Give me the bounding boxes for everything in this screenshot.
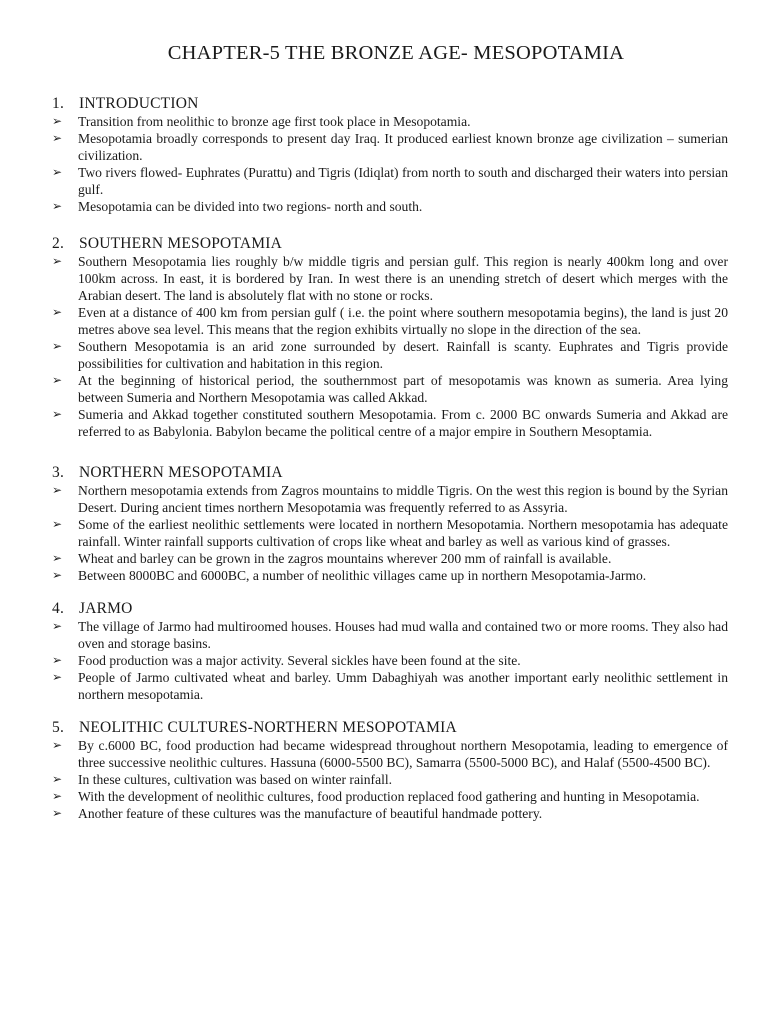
arrow-bullet-icon: ➢ [52,517,63,531]
bullet-text: People of Jarmo cultivated wheat and barley. Umm Dabaghiyah was another important early neolithic settlement in northern mesopotamia. [78,670,728,702]
arrow-bullet-icon: ➢ [52,407,63,421]
arrow-bullet-icon: ➢ [52,165,63,179]
arrow-bullet-icon: ➢ [52,254,63,268]
section-southern-mesopotamia [52,235,728,440]
bullet-text: Food production was a major activity. Several sickles have been found at the site. [78,653,521,668]
bullet-text: Sumeria and Akkad together constituted southern Mesopotamia. From c. 2000 BC onwards Sumeria and Akkad are referred to as Babylonia. Babylon became the political centre of a major empire in Southern Mesoptamia. [78,407,728,439]
section-heading [52,95,728,113]
section-title: SOUTHERN MESOPOTAMIA [79,235,282,252]
bullet-text: Southern Mesopotamia is an arid zone surrounded by desert. Rainfall is scanty. Euphrates and Tigris provide possibilities for cultivation and habitation in this region. [78,339,728,371]
arrow-bullet-icon: ➢ [52,653,63,667]
list-item [52,406,728,440]
bullet-text: The village of Jarmo had multiroomed houses. Houses had mud walla and contained two or more rooms. They also had oven and storage basins. [78,619,728,651]
section-title: NEOLITHIC CULTURES-NORTHERN MESOPOTAMIA [79,719,457,736]
section-heading [52,464,728,482]
section-neolithic-cultures [52,719,728,822]
arrow-bullet-icon: ➢ [52,339,63,353]
arrow-bullet-icon: ➢ [52,738,63,752]
section-title: NORTHERN MESOPOTAMIA [79,464,283,481]
arrow-bullet-icon: ➢ [52,131,63,145]
bullet-text: Wheat and barley can be grown in the zagros mountains wherever 200 mm of rainfall is available. [78,551,612,566]
arrow-bullet-icon: ➢ [52,619,63,633]
list-item [52,567,728,584]
arrow-bullet-icon: ➢ [52,483,63,497]
section-heading [52,600,728,618]
section-jarmo [52,600,728,703]
list-item [52,304,728,338]
list-item [52,652,728,669]
list-item [52,198,728,215]
bullet-text: Transition from neolithic to bronze age first took place in Mesopotamia. [78,114,471,129]
arrow-bullet-icon: ➢ [52,305,63,319]
section-number: 2. [52,235,65,252]
bullet-text: Even at a distance of 400 km from persian gulf ( i.e. the point where southern mesopotamia begins), the land is just 20 metres above sea level. This means that the region exhibits virtually no slope in the direction of the sea. [78,305,728,337]
bullet-list [52,618,728,703]
section-heading [52,719,728,737]
arrow-bullet-icon: ➢ [52,199,63,213]
list-item [52,164,728,198]
bullet-list [52,253,728,440]
section-introduction [52,95,728,215]
list-item [52,550,728,567]
list-item [52,253,728,304]
list-item [52,516,728,550]
bullet-text: Mesopotamia can be divided into two regions- north and south. [78,199,423,214]
list-item [52,113,728,130]
list-item [52,130,728,164]
section-title: INTRODUCTION [79,95,199,112]
arrow-bullet-icon: ➢ [52,568,63,582]
list-item [52,771,728,788]
bullet-list [52,482,728,584]
section-title: JARMO [79,600,133,617]
arrow-bullet-icon: ➢ [52,772,63,786]
arrow-bullet-icon: ➢ [52,789,63,803]
bullet-text: Northern mesopotamia extends from Zagros mountains to middle Tigris. On the west this region is bound by the Syrian Desert. During ancient times northern Mesopotamia was frequently referred to as Assyria. [78,483,728,515]
list-item [52,788,728,805]
list-item [52,482,728,516]
section-northern-mesopotamia [52,464,728,584]
arrow-bullet-icon: ➢ [52,670,63,684]
bullet-text: At the beginning of historical period, the southernmost part of mesopotamis was known as sumeria. Area lying between Sumeria and Northern Mesopotamia was called Akkad. [78,373,728,405]
page-title: CHAPTER-5 THE BRONZE AGE- MESOPOTAMIA [167,42,625,64]
section-number: 3. [52,464,65,481]
bullet-text: Mesopotamia broadly corresponds to present day Iraq. It produced earliest known bronze age civilization – sumerian civilization. [78,131,728,163]
bullet-text: In these cultures, cultivation was based on winter rainfall. [78,772,393,787]
bullet-text: Southern Mesopotamia lies roughly b/w middle tigris and persian gulf. This region is nearly 400km long and over 100km across. In east, it is bordered by Iran. In west there is an unending stretch of desert which merges with the Arabian desert. The land is absolutely flat with no stone or rocks. [78,254,728,303]
arrow-bullet-icon: ➢ [52,806,63,820]
bullet-text: With the development of neolithic cultures, food production replaced food gathering and hunting in Mesopotamia. [78,789,700,804]
section-number: 1. [52,95,65,112]
bullet-list [52,113,728,215]
list-item [52,338,728,372]
list-item [52,805,728,822]
list-item [52,372,728,406]
arrow-bullet-icon: ➢ [52,373,63,387]
list-item [52,669,728,703]
section-number: 5. [52,719,65,736]
section-number: 4. [52,600,65,617]
bullet-text: Some of the earliest neolithic settlements were located in northern Mesopotamia. Northern mesopotamia has adequate rainfall. Winter rainfall supports cultivation of crops like wheat and barley as well as various kind of grasses. [78,517,728,549]
arrow-bullet-icon: ➢ [52,114,63,128]
bullet-text: By c.6000 BC, food production had became widespread throughout northern Mesopotamia, leading to emergence of three successive neolithic cultures. Hassuna (6000-5500 BC), Samarra (5500-5000 BC), and Halaf (5500-4500 BC). [78,738,728,770]
arrow-bullet-icon: ➢ [52,551,63,565]
section-heading [52,235,728,253]
bullet-list [52,737,728,822]
list-item [52,737,728,771]
bullet-text: Between 8000BC and 6000BC, a number of neolithic villages came up in northern Mesopotamia-Jarmo. [78,568,647,583]
list-item [52,618,728,652]
bullet-text: Another feature of these cultures was the manufacture of beautiful handmade pottery. [78,806,543,821]
bullet-text: Two rivers flowed- Euphrates (Purattu) and Tigris (Idiqlat) from north to south and discharged their waters into persian gulf. [78,165,728,197]
